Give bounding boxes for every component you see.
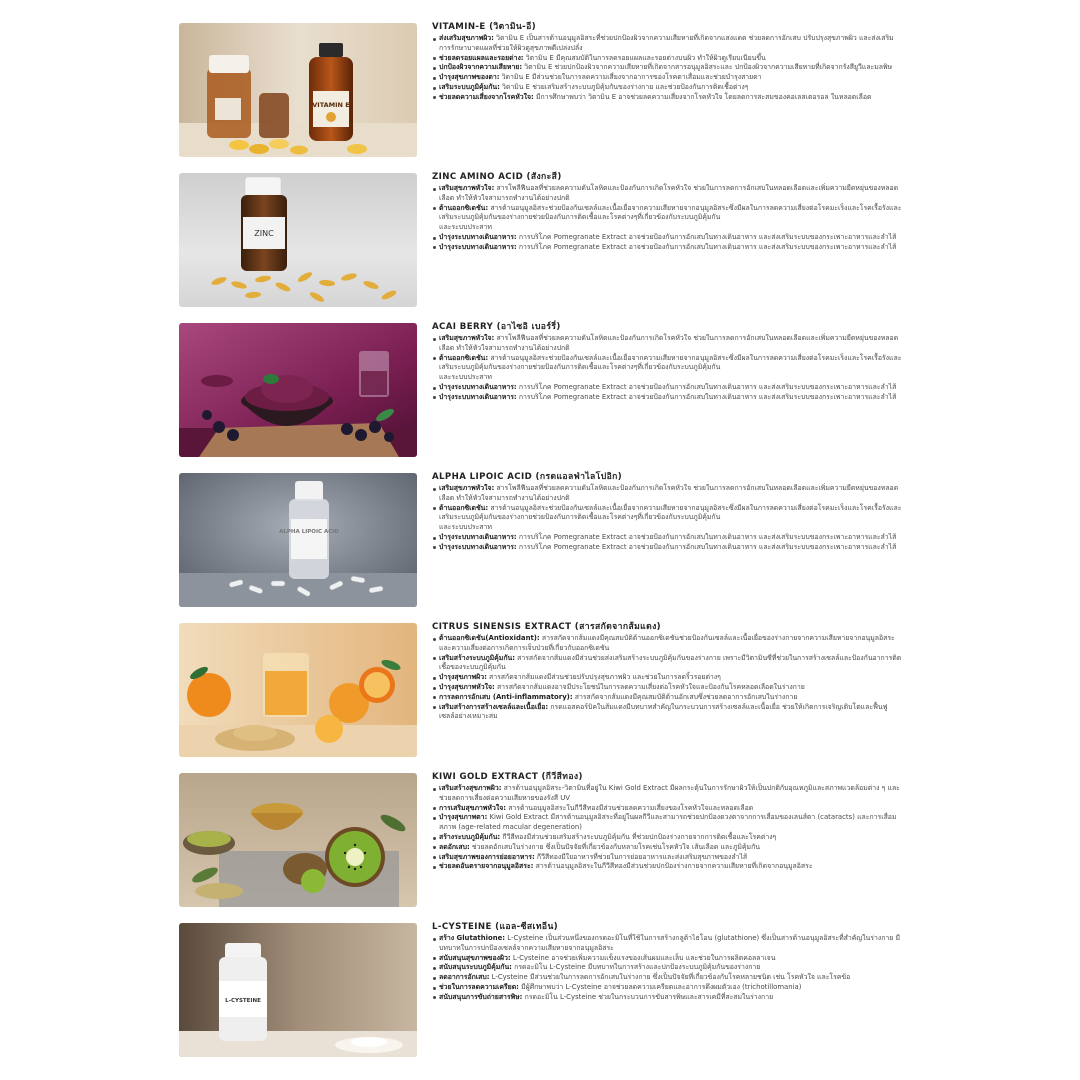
benefit-heading: ช่วยลดความเสี่ยงจากโรคหัวใจ:: [439, 92, 534, 101]
benefit-item: [432, 784, 902, 804]
benefit-list: [432, 934, 902, 1003]
benefit-item: [432, 54, 902, 64]
product-title: ALPHA LIPOIC ACID (กรดแอลฟ่าไลโปอิก): [432, 472, 623, 482]
product-title: VITAMIN-E (วิตามิน-อี): [432, 22, 537, 32]
product-title: CITRUS SINENSIS EXTRACT (สารสกัดจากส้มแดง): [432, 622, 662, 632]
l-cysteine-description: [432, 919, 902, 1003]
alpha-bottle-text: ALPHA LIPOIC ACID: [279, 529, 339, 535]
benefit-list: [432, 634, 902, 722]
benefit-text: วิตามิน E มีคุณสมบัติในการลดรอยแผลและรอยด่างบนผิว ทำให้ผิวดูเรียบเนียนขึ้น: [523, 53, 766, 62]
benefit-list: [432, 184, 902, 253]
product-row-l-cysteine: [179, 923, 899, 1057]
benefit-heading: บำรุงสุขภาพหัวใจ:: [439, 682, 495, 691]
benefit-text: สารสกัดจากส้มแดงมีคุณสมบัติต้านออกซิเดชันช่วยป้องกันเซลล์และเนื้อเยื่อของร่างกายจากความเสียหายจากอนุมูลอิสระและความเสี่ยงต่อการเกิดการเจ็บป่วยที่เกี่ยวกับออกซิเดชัน: [439, 634, 895, 652]
benefit-item: [432, 934, 902, 954]
benefit-list: [432, 784, 902, 872]
benefit-heading: บำรุงระบบทางเดินอาหาร:: [439, 542, 517, 551]
benefit-item: [432, 373, 902, 383]
benefit-text: การบริโภค Pomegranate Extract อาจช่วยป้องกันการอักเสบในทางเดินอาหาร และส่งเสริมระบบของกระเพาะอาหารและลำไส้: [516, 232, 897, 241]
benefit-heading: สนับสนุนสุขภาพของผิว:: [439, 953, 511, 962]
benefit-heading: เสริมสร้างระบบภูมิคุ้มกัน:: [439, 653, 515, 662]
citrus-photo: [179, 623, 417, 757]
benefit-heading: บำรุงสุขภาพผิว:: [439, 673, 487, 682]
benefit-heading: สนับสนุนระบบภูมิคุ้มกัน:: [439, 963, 512, 972]
benefit-item: [432, 334, 902, 354]
benefit-text: การบริโภค Pomegranate Extract อาจช่วยป้องกันการอักเสบในทางเดินอาหาร และส่งเสริมระบบของกระเพาะอาหารและลำไส้: [516, 532, 897, 541]
benefit-text: วิตามิน E ช่วยเสริมสร้างระบบภูมิคุ้มกันของร่างกาย และช่วยป้องกันการติดเชื้อต่างๆ: [499, 82, 749, 91]
benefit-item: [432, 963, 902, 973]
benefit-heading: ต้านออกซิเดชัน:: [439, 353, 489, 362]
benefit-text: มีการศึกษาพบว่า วิตามิน E อาจช่วยลดความเสี่ยงจากโรคหัวใจ โดยลดการสะสมของคอเลสเตอรอล ในหลอดเลือด: [533, 92, 872, 101]
benefit-heading: เสริมสร้างการสร้างเซลล์และเนื้อเยื่อ:: [439, 702, 549, 711]
benefit-heading: ปกป้องผิวจากความเสียหาย:: [439, 63, 523, 72]
vitamin-e-bottle-text: VITAMIN E: [312, 101, 350, 109]
benefit-item: [432, 543, 902, 553]
benefit-item: [432, 862, 902, 872]
benefit-item: [432, 73, 902, 83]
benefit-list: [432, 334, 902, 403]
benefit-heading: ช่วยลดอันตรายจากอนุมูลอิสระ:: [439, 862, 534, 871]
benefit-heading: บำรุงสุขภาพตา:: [439, 813, 488, 822]
benefit-text: สารต้านอนุมูลอิสระในกีวีสีทองมีส่วนช่วยปกป้องร่างกายจากความเสียหายที่เกิดจากอนุมูลอิสระ: [533, 862, 813, 871]
benefit-item: [432, 853, 902, 863]
benefit-item: [432, 993, 902, 1003]
benefit-text: การบริโภค Pomegranate Extract อาจช่วยป้องกันการอักเสบในทางเดินอาหาร และส่งเสริมระบบของกระเพาะอาหารและลำไส้: [516, 382, 897, 391]
benefit-item: [432, 634, 902, 654]
benefit-text: สารโพลีฟีนอลที่ช่วยลดความดันโลหิตและป้องกันการเกิดโรคหัวใจ ช่วยในการลดการอักเสบในหลอดเลือดและเพิ่มความยืดหยุ่นของหลอดเลือด ทำให้หัวใจสามารถทำงานได้อย่างปกติ: [439, 184, 899, 202]
product-title: ZINC AMINO ACID (สังกะสี): [432, 172, 562, 182]
benefit-list: [432, 34, 902, 103]
zinc-photo: [179, 173, 417, 307]
benefit-text: ช่วยลดอักเสบในร่างกาย ซึ่งเป็นปัจจัยที่เกี่ยวข้องกับหลายโรคเช่นโรคหัวใจ เส้นเลือด และภูมิคุ้มกัน: [469, 842, 760, 851]
benefit-item: [432, 83, 902, 93]
benefit-heading: ช่วยลดรอยแผลและรอยด่าง:: [439, 53, 524, 62]
product-title: KIWI GOLD EXTRACT (กีวีสีทอง): [432, 772, 583, 782]
benefit-heading: เสริมสุขภาพหัวใจ:: [439, 184, 495, 192]
benefit-item: [432, 34, 902, 54]
citrus-description: [432, 619, 902, 722]
benefit-item: [432, 833, 902, 843]
benefit-text: สารต้านอนุมูลอิสระช่วยป้องกันเซลล์และเนื้อเยื่อจากความเสียหายจากอนุมูลอิสระซึ่งมีผลในการลดความเสี่ยงต่อโรคมะเร็งและโรคเรื้อรังและเสริมระบบภูมิคุ้มกันของร่างกายช่วยป้องกันการติดเชื้อและโรคต่างๆที่เกี่ยวข้องกับระบบภูมิคุ้มกัน: [439, 503, 902, 522]
benefit-text: สารต้านอนุมูลอิสระในกีวีสีทองมีส่วนช่วยลดความเสี่ยงของโรคหัวใจและหลอดเลือด: [506, 803, 754, 812]
product-row-zinc: [179, 172, 902, 307]
benefit-item: [432, 813, 902, 833]
benefit-text: สารโพลีฟีนอลที่ช่วยลดความดันโลหิตและป้องกันการเกิดโรคหัวใจ ช่วยในการลดการอักเสบในหลอดเลือดและเพิ่มความยืดหยุ่นของหลอดเลือด ทำให้หัวใจสามารถทำงานได้อย่างปกติ: [439, 484, 899, 502]
product-title: ACAI BERRY (อาไซอิ เบอร์รี่): [432, 322, 561, 332]
l-cysteine-photo: [179, 923, 417, 1057]
benefit-text: มีผู้ศึกษาพบว่า L-Cysteine อาจช่วยลดความเครียดและอาการดึงผมตัวเอง (trichotillomania): [518, 982, 802, 991]
product-row-alpha-lipoic: [179, 472, 902, 607]
zinc-bottle-text: ZINC: [254, 229, 274, 238]
benefit-heading: บำรุงระบบทางเดินอาหาร:: [439, 242, 517, 251]
benefit-heading: เสริมสุขภาพหัวใจ:: [439, 334, 495, 342]
vitamin-e-photo: [179, 23, 417, 157]
vitamin-e-description: [432, 19, 902, 103]
benefit-heading: สนับสนุนการขับถ่ายสารพิษ:: [439, 992, 523, 1001]
benefit-item: [432, 673, 902, 683]
benefit-heading: ต้านออกซิเดชัน(Antioxidant):: [439, 634, 540, 642]
zinc-description: [432, 169, 902, 253]
benefit-text: และระบบประสาท: [439, 523, 492, 532]
benefit-item: [432, 93, 902, 103]
benefit-text: วิตามิน E เป็นสารต้านอนุมูลอิสระที่ช่วยปกป้องผิวจากความเสียหายที่เกิดจากแสงแดด ช่วยลดการอักเสบ ปรับปรุงสุขภาพผิว และส่งเสริมการรักษาบาดแผลที่ช่วยให้ผิวดูสุขภาพดีเปล่งปลั่ง: [439, 34, 894, 52]
benefit-text: สารต้านอนุมูลอิสระ-วิตามินที่อยู่ใน Kiwi Gold Extract มีผลกระตุ้นในการรักษาผิวให้เป็นปกติกับอุณหภูมิและสภาพแวดล้อมต่าง ๆ และช่วยลดการเสี่ยงต่อความเสียหายของรังสี UV: [439, 784, 900, 802]
benefit-heading: บำรุงระบบทางเดินอาหาร:: [439, 382, 517, 391]
benefit-heading: ต้านออกซิเดชัน:: [439, 203, 489, 212]
benefit-text: กีวีสีทองมีใยอาหารที่ช่วยในการย่อยอาหารและส่งเสริมสุขภาพของลำไส้: [534, 852, 748, 861]
benefit-item: [432, 354, 902, 374]
benefit-text: L-Cysteine มีส่วนช่วยในการลดการอักเสบในร่างกาย ซึ่งเป็นปัจจัยที่เกี่ยวข้องกับโรคหลายชนิด เช่น โรคหัวใจ และโรคข้อ: [489, 973, 851, 982]
benefit-text: สารโพลีฟีนอลที่ช่วยลดความดันโลหิตและป้องกันการเกิดโรคหัวใจ ช่วยในการลดการอักเสบในหลอดเลือดและเพิ่มความยืดหยุ่นของหลอดเลือด ทำให้หัวใจสามารถทำงานได้อย่างปกติ: [439, 334, 899, 352]
benefit-text: การบริโภค Pomegranate Extract อาจช่วยป้องกันการอักเสบในทางเดินอาหาร และส่งเสริมระบบของกระเพาะอาหารและลำไส้: [516, 242, 897, 251]
benefit-item: [432, 63, 902, 73]
benefit-text: วิตามิน E ช่วยปกป้องผิวจากความเสียหายที่เกิดจากสารอนุมูลอิสระและ ปกป้องผิวจากความเสียหายที่เกิดจากรังสียูวีและมลพิษ: [522, 63, 893, 72]
benefit-heading: ต้านออกซิเดชัน:: [439, 503, 489, 512]
benefit-heading: บำรุงสุขภาพของตา:: [439, 73, 500, 82]
benefit-item: [432, 954, 902, 964]
benefit-item: [432, 533, 902, 543]
benefit-item: [432, 484, 902, 504]
benefit-heading: เสริมสุขภาพหัวใจ:: [439, 484, 495, 492]
benefit-item: [432, 204, 902, 224]
benefit-item: [432, 504, 902, 524]
product-row-citrus: [179, 622, 902, 757]
alpha-lipoic-description: [432, 469, 902, 553]
benefit-heading: การลดการอักเสบ (Anti-inflammatory):: [439, 692, 573, 701]
acai-photo: [179, 323, 417, 457]
benefit-heading: ช่วยในการลดความเครียด:: [439, 982, 519, 991]
benefit-heading: บำรุงระบบทางเดินอาหาร:: [439, 532, 517, 541]
benefit-heading: ลดอาการอักเสบ:: [439, 973, 490, 982]
benefit-item: [432, 843, 902, 853]
benefit-heading: ส่งเสริมสุขภาพผิว:: [439, 34, 494, 42]
benefit-text: สารต้านอนุมูลอิสระช่วยป้องกันเซลล์และเนื้อเยื่อจากความเสียหายจากอนุมูลอิสระซึ่งมีผลในการลดความเสี่ยงต่อโรคมะเร็งและโรคเรื้อรังและเสริมระบบภูมิคุ้มกันของร่างกายช่วยป้องกันการติดเชื้อและโรคต่างๆที่เกี่ยวข้องกับระบบภูมิคุ้มกัน: [439, 203, 902, 222]
benefit-text: สารสกัดจากส้มแดงมีส่วนช่วยปรับปรุงสุขภาพผิว และช่วยในการลดริ้วรอยต่างๆ: [486, 673, 721, 682]
benefit-item: [432, 654, 902, 674]
benefit-item: [432, 243, 902, 253]
benefit-heading: สร้าง Glutathione:: [439, 934, 506, 942]
benefit-heading: ลดอักเสบ:: [439, 842, 470, 851]
benefit-text: Kiwi Gold Extract มีสารต้านอนุมูลอิสระที่อยู่ในผลกีวีและสามารถช่วยปกป้องดวงตาจากการเสื่อมของเลนส์ตา (cataracts) และการเสื่อมสภาพ (age-related macular degeneration): [439, 813, 897, 832]
benefit-item: [432, 683, 902, 693]
product-row-acai: [179, 322, 902, 457]
benefit-heading: บำรุงระบบทางเดินอาหาร:: [439, 392, 517, 401]
benefit-text: สารสกัดจากส้มแดงอาจมีประโยชน์ในการลดความเสี่ยงต่อโรคหัวใจและป้องกันโรคหลอดเลือดในร่างกาย: [494, 682, 805, 691]
benefit-heading: การเสริมสุขภาพหัวใจ:: [439, 803, 506, 812]
benefit-list: [432, 484, 902, 553]
product-row-kiwi: [179, 773, 899, 907]
benefit-text: กรดแอสคอร์บิคในส้มแดงมีบทบาทสำคัญในกระบวนการสร้างเซลล์และเนื้อเยื่อ ช่วยให้เกิดการเจริญเติบโตและฟื้นฟูเซลล์อย่างเหมาะสม: [439, 702, 888, 721]
benefit-heading: เสริมระบบภูมิคุ้มกัน:: [439, 82, 500, 91]
l-cysteine-bottle-text: L-CYSTEINE: [225, 998, 261, 1004]
benefit-heading: บำรุงระบบทางเดินอาหาร:: [439, 232, 517, 241]
benefit-item: [432, 983, 902, 993]
benefit-text: วิตามิน E มีส่วนช่วยในการลดความเสี่ยงจากอาการของโรคตาเสื่อมและช่วยบำรุงสายตา: [499, 73, 762, 82]
benefit-text: กรดอะมิโน L-Cysteine ช่วยในกระบวนการขับสารพิษและสารเคมีที่สะสมในร่างกาย: [522, 992, 774, 1001]
benefit-item: [432, 804, 902, 814]
benefit-item: [432, 703, 902, 723]
benefit-item: [432, 184, 902, 204]
benefit-text: สารต้านอนุมูลอิสระช่วยป้องกันเซลล์และเนื้อเยื่อจากความเสียหายจากอนุมูลอิสระซึ่งมีผลในการลดความเสี่ยงต่อโรคมะเร็งและโรคเรื้อรังและเสริมระบบภูมิคุ้มกันของร่างกายช่วยป้องกันการติดเชื้อและโรคต่างๆที่เกี่ยวข้องกับระบบภูมิคุ้มกัน: [439, 353, 902, 372]
kiwi-description: [432, 769, 902, 872]
benefit-text: และระบบประสาท: [439, 373, 492, 382]
benefit-text: การบริโภค Pomegranate Extract อาจช่วยป้องกันการอักเสบในทางเดินอาหาร และส่งเสริมระบบของกระเพาะอาหารและลำไส้: [516, 542, 897, 551]
product-title: L-CYSTEINE (แอล-ซีสเทอีน): [432, 922, 559, 932]
benefit-item: [432, 523, 902, 533]
benefit-text: และระบบประสาท: [439, 223, 492, 232]
benefit-text: L-Cysteine เป็นส่วนหนึ่งของกรดอะมิโนที่ใช้ในการสร้างกลูต้าไธโอน (glutathione) ซึ่งเป็นสารต้านอนุมูลอิสระที่สำคัญในร่างกาย มีบทบาทในการปกป้องเซลล์จากความเสียหายจากอนุมูลอิสระ: [439, 934, 901, 952]
acai-description: [432, 319, 902, 403]
benefit-heading: เสริมสร้างสุขภาพผิว:: [439, 784, 502, 792]
benefit-item: [432, 393, 902, 403]
benefit-heading: เสริมสุขภาพของการย่อยอาหาร:: [439, 852, 535, 861]
benefit-text: สารสกัดจากส้มแดงมีคุณสมบัติต้านอักเสบซึ่งช่วยลดอาการอักเสบในร่างกาย: [572, 692, 798, 701]
benefit-text: L-Cysteine อาจช่วยเพิ่มความแข็งแรงของเส้นผมและเล็บ และช่วยในการผลิตคอลลาเจน: [510, 953, 776, 962]
benefit-text: การบริโภค Pomegranate Extract อาจช่วยป้องกันการอักเสบในทางเดินอาหาร และส่งเสริมระบบของกระเพาะอาหารและลำไส้: [516, 392, 897, 401]
product-row-vitamin-e: [179, 23, 899, 157]
benefit-item: [432, 973, 902, 983]
benefit-heading: สร้างระบบภูมิคุ้มกัน:: [439, 832, 501, 841]
benefit-item: [432, 693, 902, 703]
benefit-item: [432, 223, 902, 233]
kiwi-photo: [179, 773, 417, 907]
benefit-item: [432, 233, 902, 243]
benefit-text: สารสกัดจากส้มแดงมีส่วนช่วยส่งเสริมสร้างระบบภูมิคุ้มกันของร่างกาย เพราะมีวิตามินซีที่ช่วยในการสร้างเซลล์และป้องกันอาการติดเชื้อของระบบภูมิคุ้มกัน: [439, 653, 902, 672]
benefit-item: [432, 383, 902, 393]
benefit-text: กีวีสีทองมีส่วนช่วยเสริมสร้างระบบภูมิคุ้มกัน ที่ช่วยปกป้องร่างกายจากการติดเชื้อและโรคต่างๆ: [500, 832, 777, 841]
benefit-text: กรดอะมิโน L-Cysteine มีบทบาทในการสร้างและปกป้องระบบภูมิคุ้มกันของร่างกาย: [511, 963, 761, 972]
alpha-lipoic-photo: [179, 473, 417, 607]
